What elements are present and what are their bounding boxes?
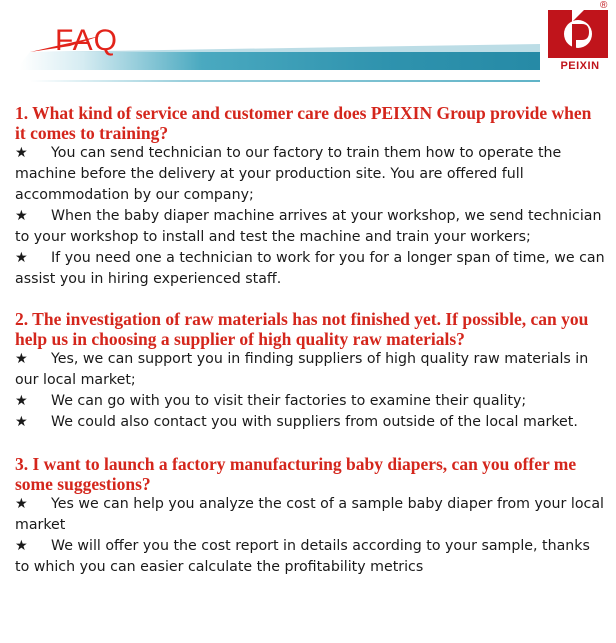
question: 2. The investigation of raw materials has not finished yet. If possible, can you help us in choosing a supplier of high quality raw materials? xyxy=(15,309,589,349)
answer-text: You can send technician to our factory to train them how to operate the machine before the delivery at your production site. You are offered full accommodation by our company; xyxy=(15,145,562,203)
logo-text: PEIXIN xyxy=(560,60,600,72)
faq-item-3 xyxy=(15,454,605,578)
answer-text: Yes we can help you analyze the cost of a sample baby diaper from your local market xyxy=(15,496,604,533)
answer-text: Yes, we can support you in finding suppliers of high quality raw materials in our local market; xyxy=(15,351,589,388)
answer xyxy=(15,536,605,578)
star-icon: ★ xyxy=(15,208,28,224)
answer xyxy=(15,349,605,391)
answer xyxy=(15,412,605,433)
answer xyxy=(15,494,605,536)
answer-text: We can go with you to visit their factories to examine their quality; xyxy=(51,393,527,409)
star-icon: ★ xyxy=(15,496,28,512)
question: 1. What kind of service and customer care does PEIXIN Group provide when it comes to training? xyxy=(15,103,592,143)
page-title: FAQ xyxy=(55,24,119,57)
answer xyxy=(15,391,605,412)
answer xyxy=(15,206,605,248)
star-icon: ★ xyxy=(15,145,28,161)
answer xyxy=(15,248,605,290)
answer-text: When the baby diaper machine arrives at your workshop, we send technician to your workshop to install and test the machine and train your workers; xyxy=(15,208,602,245)
faq-item-2 xyxy=(15,309,605,433)
star-icon: ★ xyxy=(15,250,28,266)
star-icon: ★ xyxy=(15,414,28,430)
star-icon: ★ xyxy=(15,393,28,409)
question: 3. I want to launch a factory manufacturing baby diapers, can you offer me some suggestions? xyxy=(15,454,577,494)
header xyxy=(0,0,616,95)
faq-list xyxy=(15,103,605,578)
answer-text: If you need one a technician to work for you for a longer span of time, we can assist you in hiring experienced staff. xyxy=(15,250,605,287)
star-icon: ★ xyxy=(15,351,28,367)
registered-mark: ® xyxy=(600,0,608,11)
answer-text: We could also contact you with suppliers from outside of the local market. xyxy=(51,414,578,430)
faq-item-1 xyxy=(15,103,605,290)
answer-text: We will offer you the cost report in details according to your sample, thanks to which you can easier calculate the profitability metrics xyxy=(15,538,590,575)
answer xyxy=(15,143,605,206)
star-icon: ★ xyxy=(15,538,28,554)
